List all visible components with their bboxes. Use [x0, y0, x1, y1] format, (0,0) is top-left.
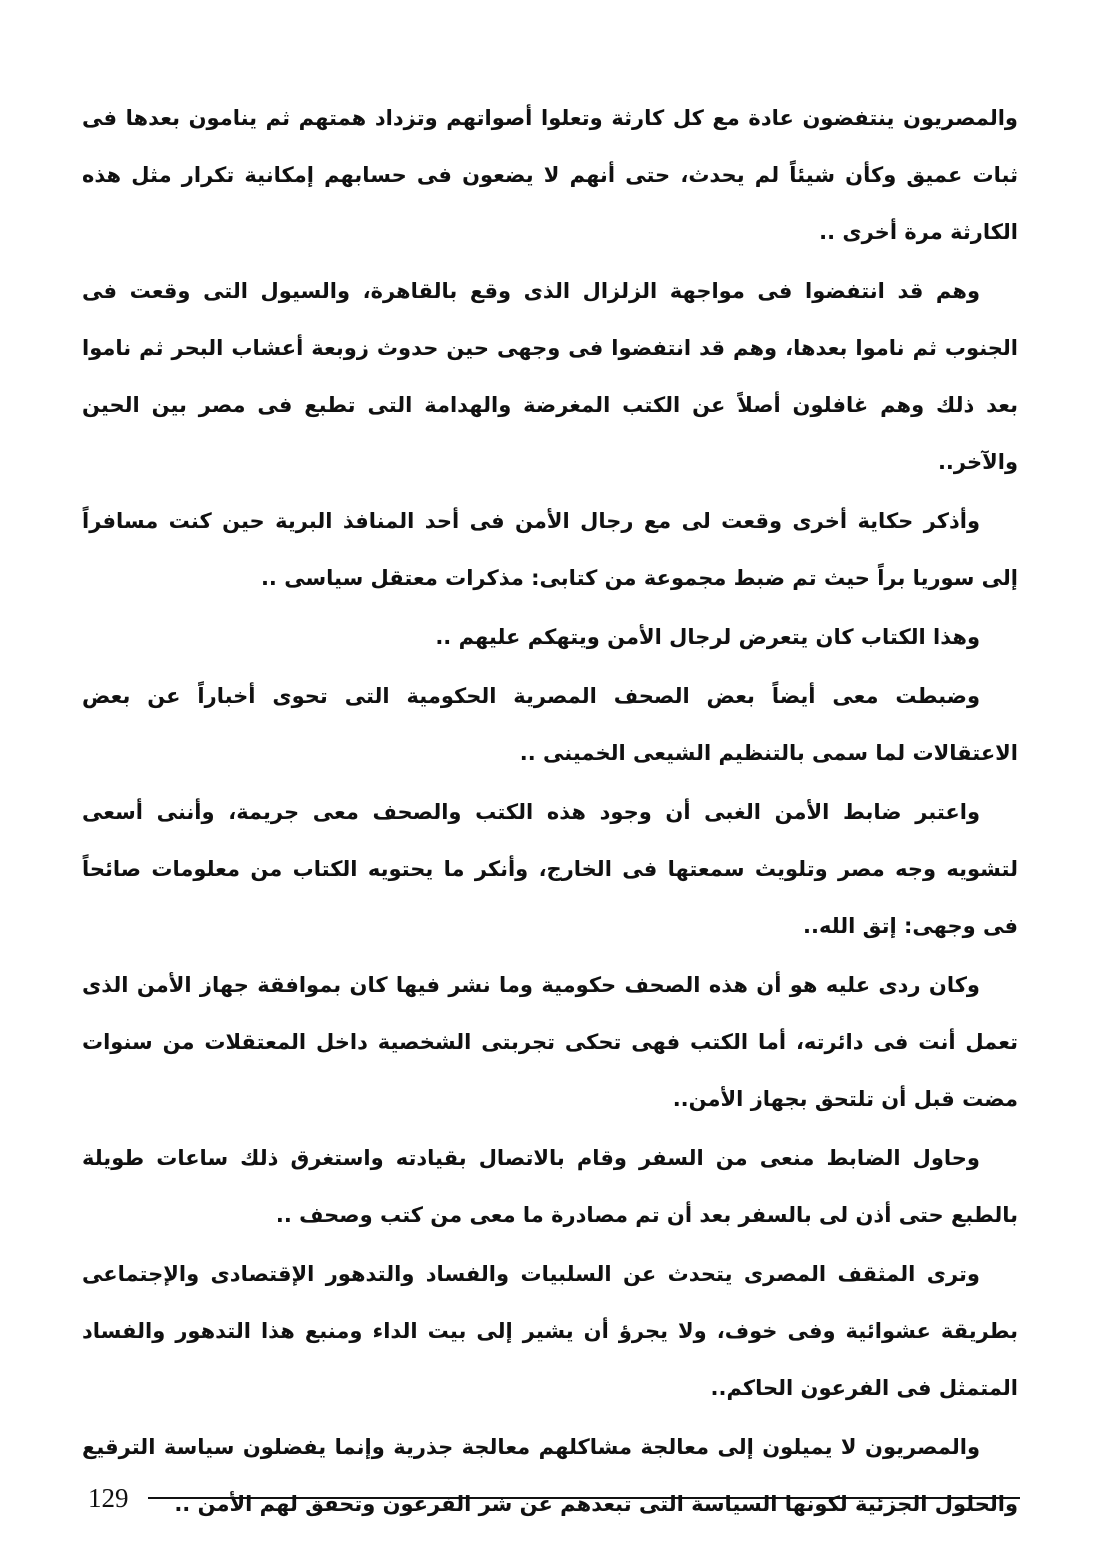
paragraph: والمصريون لا يميلون إلى معالجة مشاكلهم معالجة جذرية وإنما يفضلون سياسة الترقيع والحلول الجزئية لكونها السياسة التى تبعدهم عن شر الفرعون وتحقق لهم الأمن .. — [82, 1435, 1018, 1516]
paragraph: وحاول الضابط منعى من السفر وقام بالاتصال بقيادته واستغرق ذلك ساعات طويلة بالطبع حتى أذن لى بالسفر بعد أن تم مصادرة ما معى من كتب وصحف .. — [82, 1146, 1018, 1227]
paragraph: وضبطت معى أيضاً بعض الصحف المصرية الحكومية التى تحوى أخباراً عن بعض الاعتقالات لما سمى بالتنظيم الشيعى الخمينى .. — [82, 684, 1018, 765]
page-footer — [88, 1478, 1020, 1518]
paragraph: وأذكر حكاية أخرى وقعت لى مع رجال الأمن فى أحد المنافذ البرية حين كنت مسافراً إلى سوريا براً حيث تم ضبط مجموعة من كتابى: مذكرات معتقل سياسى .. — [82, 509, 1018, 590]
paragraph: وكان ردى عليه هو أن هذه الصحف حكومية وما نشر فيها كان بموافقة جهاز الأمن الذى تعمل أنت فى دائرته، أما الكتب فهى تحكى تجربتى الشخصية داخل المعتقلات من سنوات مضت قبل أن تلتحق بجهاز الأمن.. — [82, 973, 1018, 1111]
paragraph: واعتبر ضابط الأمن الغبى أن وجود هذه الكتب والصحف معى جريمة، وأننى أسعى لتشويه وجه مصر وتلويث سمعتها فى الخارج، وأنكر ما يحتويه الكتاب من معلومات صائحاً فى وجهى: إتق الله.. — [82, 800, 1018, 938]
paragraph: وهم قد انتفضوا فى مواجهة الزلزال الذى وقع بالقاهرة، والسيول التى وقعت فى الجنوب ثم ناموا بعدها، وهم قد انتفضوا فى وجهى حين حدوث زوبعة أعشاب البحر ثم ناموا بعد ذلك وهم غافلون أصلاً عن الكتب المغرضة والهدامة التى تطبع فى مصر بين الحين والآخر.. — [82, 279, 1018, 474]
paragraph: وترى المثقف المصرى يتحدث عن السلبيات والفساد والتدهور الإقتصادى والإجتماعى بطريقة عشوائية وفى خوف، ولا يجرؤ أن يشير إلى بيت الداء ومنبع هذا التدهور والفساد المتمثل فى الفرعون الحاكم.. — [82, 1262, 1018, 1400]
paragraph: والمصريون ينتفضون عادة مع كل كارثة وتعلوا أصواتهم وتزداد همتهم ثم ينامون بعدها فى ثبات عميق وكأن شيئاً لم يحدث، حتى أنهم لا يضعون فى حسابهم إمكانية تكرار مثل هذه الكارثة مرة أخرى .. — [82, 106, 1018, 244]
footer-rule — [148, 1497, 1020, 1499]
paragraph: وهذا الكتاب كان يتعرض لرجال الأمن ويتهكم عليهم .. — [435, 625, 980, 649]
page-number: 129 — [88, 1483, 129, 1513]
